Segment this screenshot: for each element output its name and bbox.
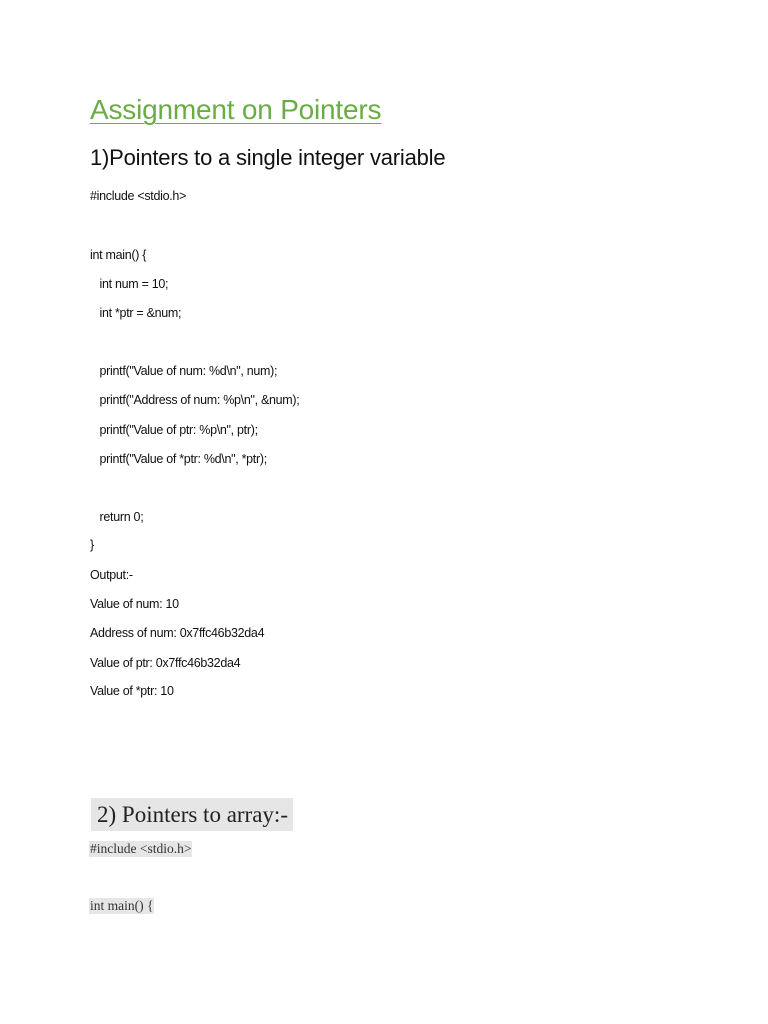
code-line: printf("Address of num: %p\n", &num);	[90, 393, 300, 407]
code-line: int *ptr = &num;	[90, 306, 182, 320]
code-line: return 0;	[90, 510, 144, 524]
code-line: printf("Value of *ptr: %d\n", *ptr);	[90, 452, 267, 466]
output-line: Value of *ptr: 10	[90, 684, 174, 698]
output-line: Value of ptr: 0x7ffc46b32da4	[90, 656, 241, 670]
output-line: Value of num: 10	[90, 597, 179, 611]
section1-heading: 1)Pointers to a single integer variable	[90, 145, 446, 170]
section2-heading: 2) Pointers to array:-	[91, 798, 293, 831]
code-line: }	[90, 538, 94, 552]
code-line: #include <stdio.h>	[90, 189, 187, 203]
code-line: int main() {	[90, 248, 147, 262]
output-line: Address of num: 0x7ffc46b32da4	[90, 626, 265, 640]
code-line: int main() {	[90, 898, 154, 913]
output-label: Output:-	[90, 568, 133, 582]
code-line: int num = 10;	[90, 277, 169, 291]
document-title: Assignment on Pointers	[90, 94, 382, 125]
code-line: printf("Value of num: %d\n", num);	[90, 364, 278, 378]
code-line: printf("Value of ptr: %p\n", ptr);	[90, 423, 258, 437]
code-line: #include <stdio.h>	[90, 841, 192, 856]
